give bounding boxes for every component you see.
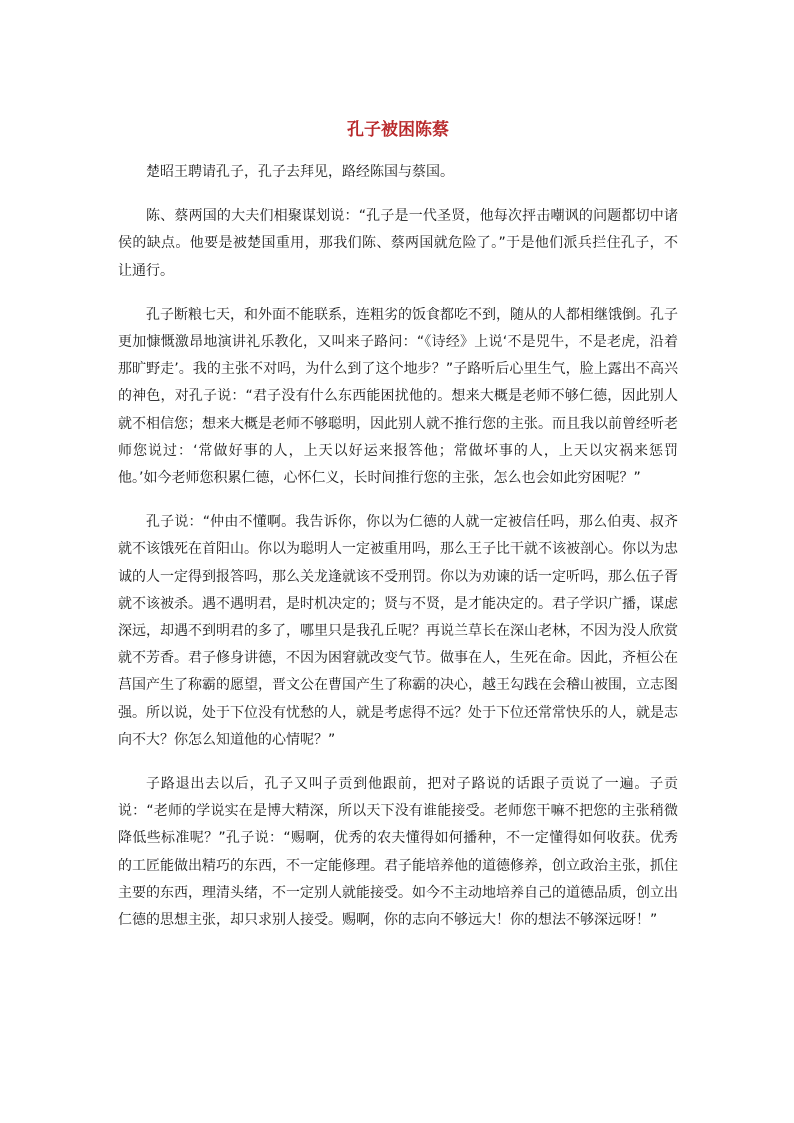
paragraph-4: 孔子说：“仲由不懂啊。我告诉你，你以为仁德的人就一定被信任吗，那么伯夷、叔齐就不该饿死在首阳山。你以为聪明人一定被重用吗，那么王子比干就不该被剖心。你以为忠诚的人一定得到报答吗，那么关龙逢就该不受刑罚。你以为劝谏的话一定听吗，那么伍子胥就不该被杀。遇不遇明君，是时机决定的；贤与不贤，是才能决定的。君子学识广播，谋虑深远，却遇不到明君的多了，哪里只是我孔丘呢？再说兰草长在深山老林，不因为没人欣赏就不芳香。君子修身讲德，不因为困窘就改变气节。做事在人，生死在命。因此，齐桓公在莒国产生了称霸的愿望，晋文公在曹国产生了称霸的决心，越王勾践在会稽山被围，立志图强。所以说，处于下位没有忧愁的人，就是考虑得不远？处于下位还常常快乐的人，就是志向不大？你怎么知道他的心情呢？”	[118, 514, 678, 748]
paragraph-3: 孔子断粮七天，和外面不能联系，连粗劣的饭食都吃不到，随从的人都相继饿倒。孔子更加慷慨激昂地演讲礼乐教化，又叫来子路问：“《诗经》上说‘不是兕牛，不是老虎，沿着那旷野走’。我的主张不对吗，为什么到了这个地步？”子路听后心里生气，脸上露出不高兴的神色，对孔子说：“君子没有什么东西能困扰他的。想来大概是老师不够仁德，因此别人就不相信您；想来大概是老师不够聪明，因此别人就不推行您的主张。而且我以前曾经听老师您说过：‘常做好事的人，上天以好运来报答他；常做坏事的人，上天以灾祸来惩罚他。’如今老师您积累仁德，心怀仁义，长时间推行您的主张，怎么也会如此穷困呢？”	[118, 306, 678, 487]
paragraph-2: 陈、蔡两国的大夫们相聚谋划说：“孔子是一代圣贤，他每次抨击嘲讽的问题都切中诸侯的缺点。他要是被楚国重用，那我们陈、蔡两国就危险了。”于是他们派兵拦住孔子，不让通行。	[118, 208, 678, 279]
paragraph-5: 子路退出去以后，孔子又叫子贡到他跟前，把对子路说的话跟子贡说了一遍。子贡说：“老师的学说实在是博大精深，所以天下没有谁能接受。老师您干嘛不把您的主张稍微降低些标准呢？”孔子说：“赐啊，优秀的农夫懂得如何播种，不一定懂得如何收获。优秀的工匠能做出精巧的东西，不一定能修理。君子能培养他的道德修养，创立政治主张，抓住主要的东西，理清头绪，不一定别人就能接受。如今不主动地培养自己的道德品质，创立出仁德的思想主张，却只求别人接受。赐啊，你的志向不够远大！你的想法不够深远呀！”	[118, 776, 678, 929]
paragraph-1: 楚昭王聘请孔子，孔子去拜见，路经陈国与蔡国。	[146, 164, 454, 180]
document-title: 孔子被困陈蔡	[347, 120, 449, 140]
document-page	[118, 118, 678, 951]
